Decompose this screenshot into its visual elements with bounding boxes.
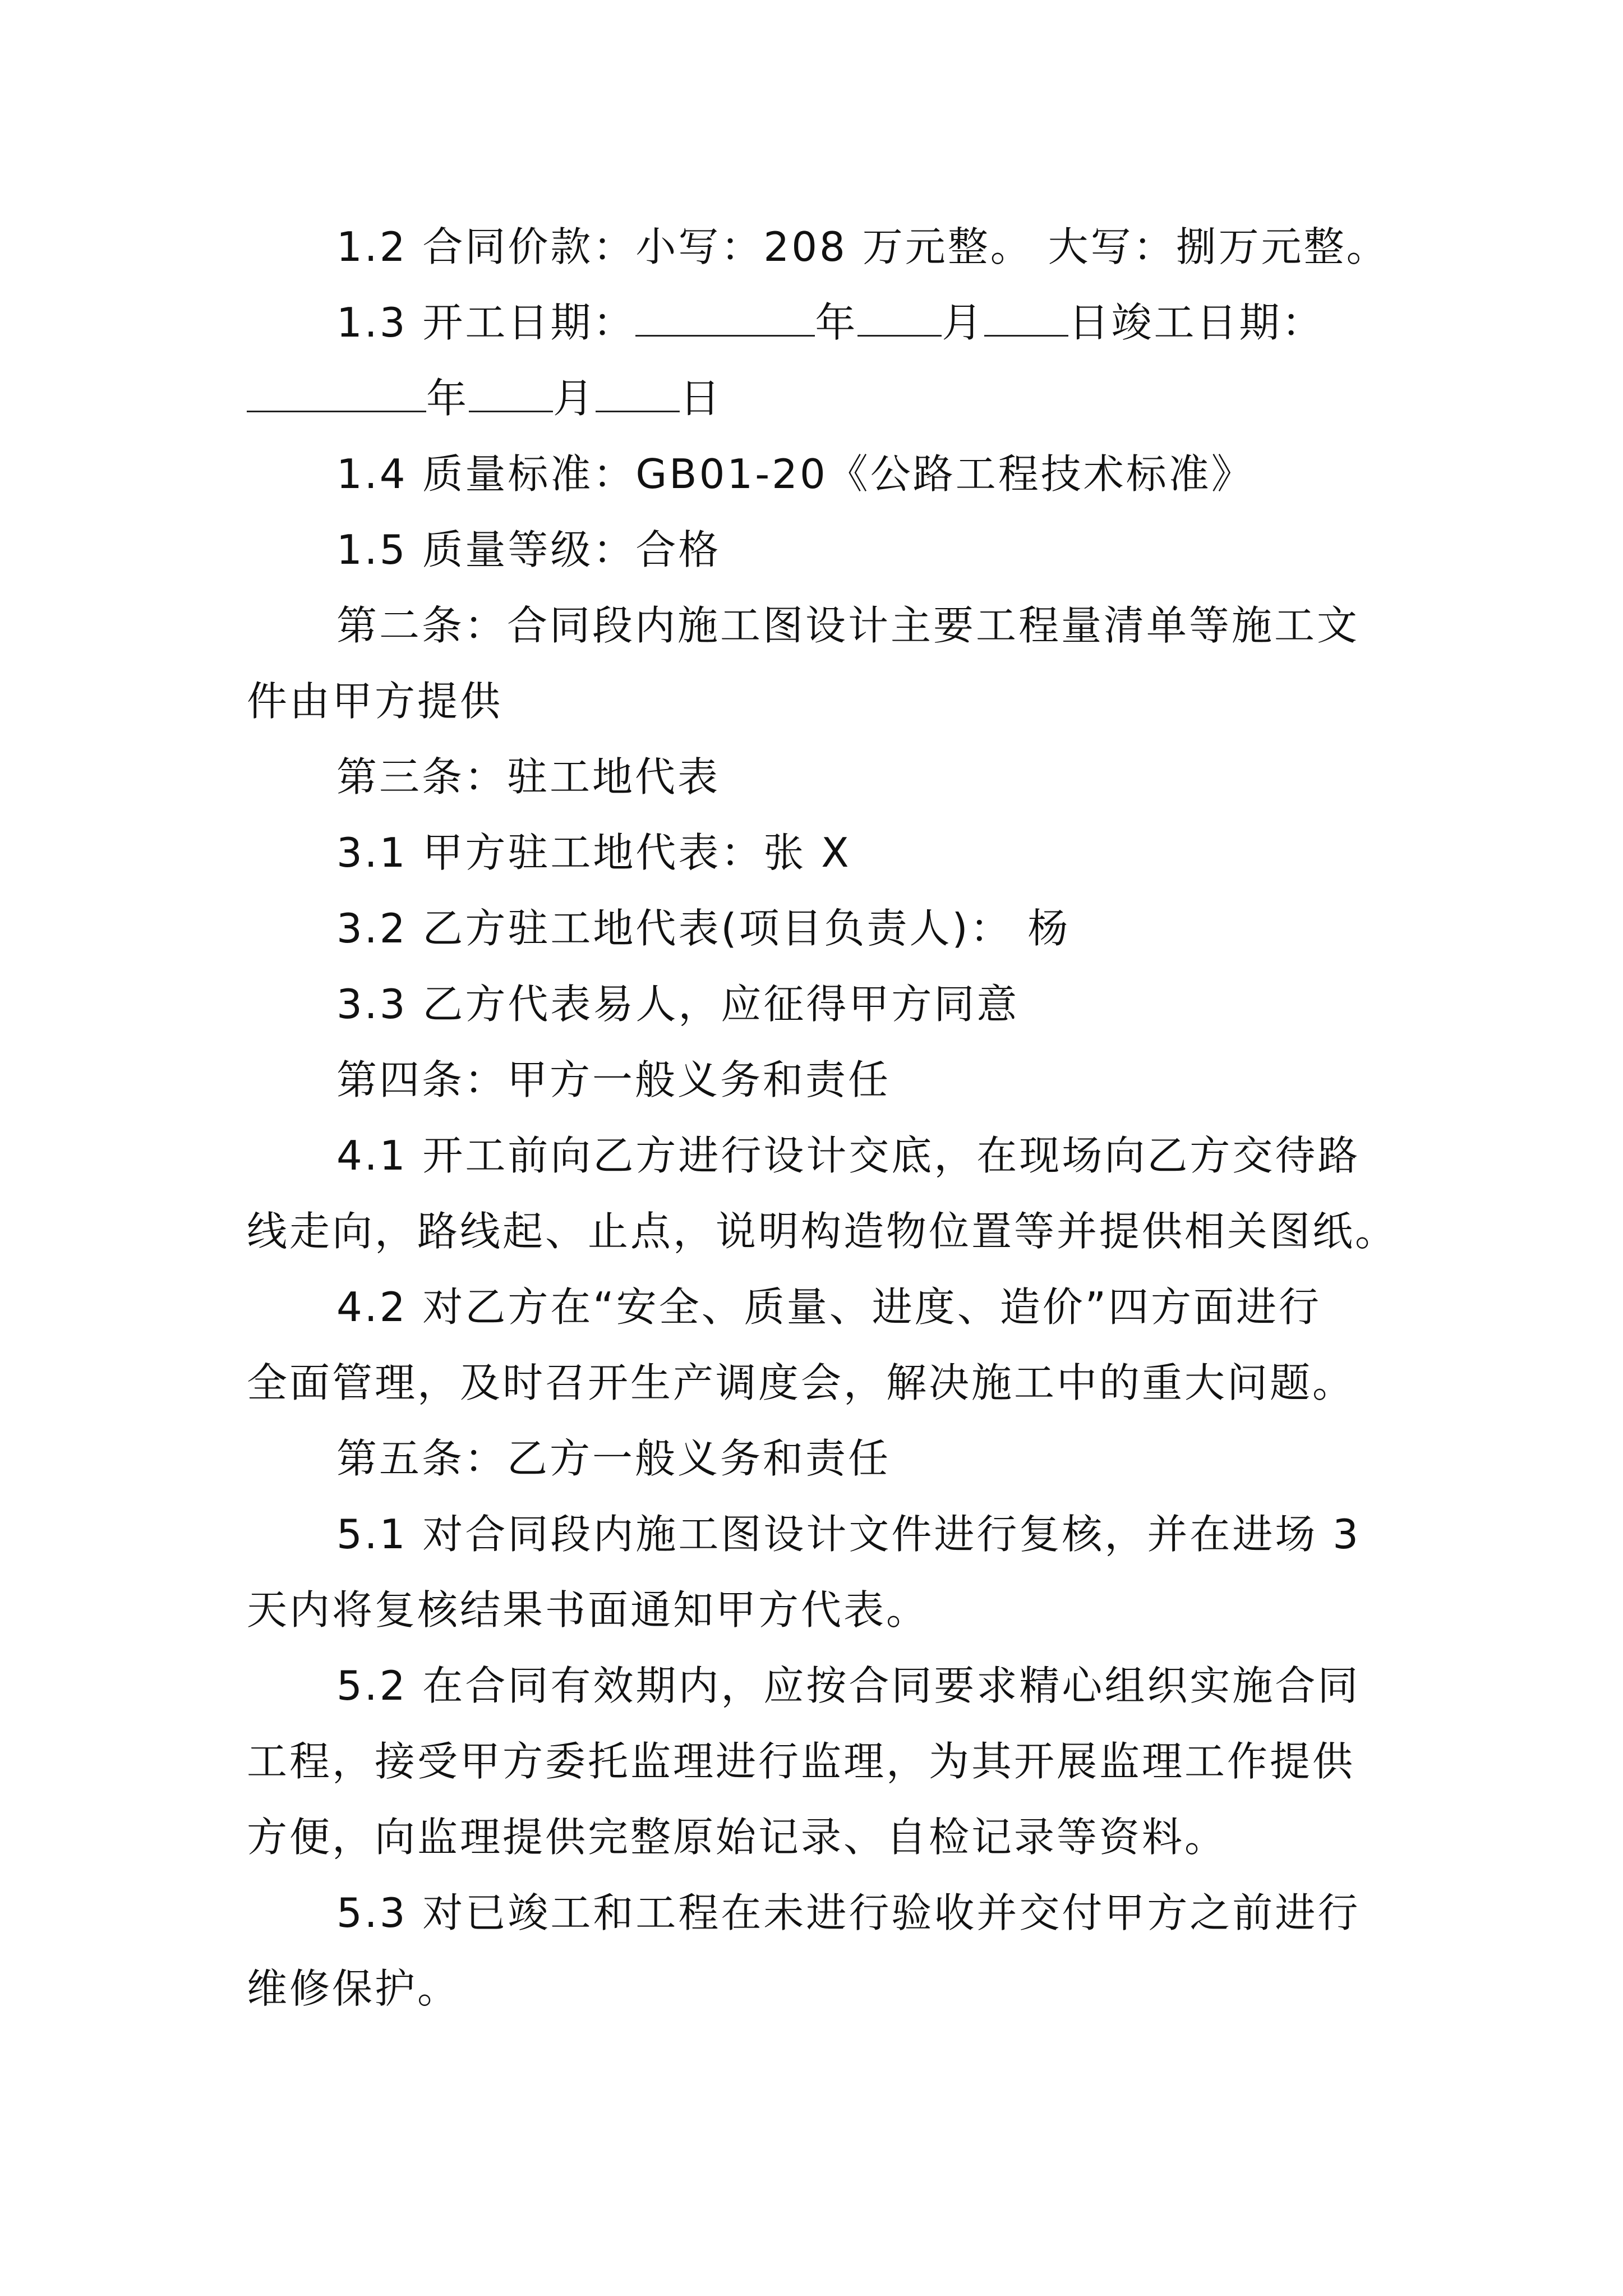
text-line: 工程，接受甲方委托监理进行监理，为其开展监理工作提供 — [247, 1738, 1355, 1785]
text-line: 5.2 在合同有效期内，应按合同要求精心组织实施合同 — [336, 1662, 1361, 1709]
text-line: 第三条：驻工地代表 — [336, 753, 721, 800]
text-line: 维修保护。 — [247, 1965, 460, 2012]
blank-field — [857, 300, 942, 337]
text-line: 方便，向监理提供完整原始记录、自检记录等资料。 — [247, 1814, 1228, 1861]
text-line: 1.4 质量标准：GB01-20《公路工程技术标准》 — [336, 450, 1254, 498]
blank-field — [635, 300, 815, 337]
blank-field — [469, 376, 553, 412]
text-line: 线走向，路线起、止点，说明构造物位置等并提供相关图纸。 — [247, 1208, 1398, 1255]
text-line: 1.5 质量等级：合格 — [336, 526, 721, 573]
text-line — [247, 373, 1413, 424]
text-line: 全面管理，及时召开生产调度会，解决施工中的重大问题。 — [247, 1359, 1355, 1406]
text-segment: 年 — [815, 299, 858, 346]
text-segment: 月 — [553, 375, 596, 422]
text-segment: 1.3 开工日期： — [336, 299, 636, 346]
blank-field — [596, 376, 680, 412]
text-line — [336, 297, 1503, 348]
text-line: 4.1 开工前向乙方进行设计交底，在现场向乙方交待路 — [336, 1132, 1361, 1179]
text-line: 第四条：甲方一般义务和责任 — [336, 1056, 891, 1103]
text-line: 3.2 乙方驻工地代表(项目负责人)： 杨 — [336, 905, 1071, 952]
text-segment: 日竣工日期： — [1068, 299, 1325, 346]
text-segment: 年 — [426, 375, 469, 422]
text-line: 5.1 对合同段内施工图设计文件进行复核，并在进场 3 — [336, 1511, 1361, 1558]
text-segment: 日 — [680, 375, 723, 422]
blank-field — [247, 376, 426, 412]
text-line: 3.3 乙方代表易人，应征得甲方同意 — [336, 981, 1020, 1028]
text-line: 5.3 对已竣工和工程在未进行验收并交付甲方之前进行 — [336, 1889, 1361, 1936]
text-line: 天内将复核结果书面通知甲方代表。 — [247, 1586, 929, 1634]
text-line: 3.1 甲方驻工地代表：张 X — [336, 829, 851, 876]
text-line: 4.2 对乙方在“安全、质量、进度、造价”四方面进行 — [336, 1283, 1321, 1331]
text-line: 第五条：乙方一般义务和责任 — [336, 1435, 891, 1482]
blank-field — [984, 300, 1068, 337]
text-line: 1.2 合同价款：小写：208 万元整。 大写：捌万元整。 — [336, 223, 1389, 270]
text-segment: 月 — [942, 299, 985, 346]
text-line: 第二条：合同段内施工图设计主要工程量清单等施工文 — [336, 602, 1360, 649]
text-line: 件由甲方提供 — [247, 678, 503, 725]
